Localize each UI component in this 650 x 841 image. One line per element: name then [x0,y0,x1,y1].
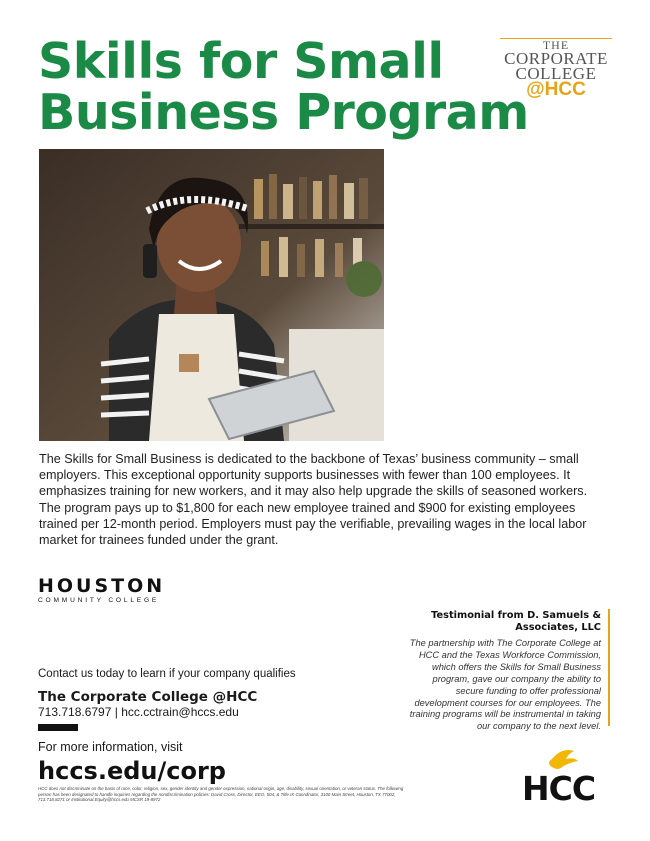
page-title [38,33,529,141]
website-link[interactable]: hccs.edu/corp [38,757,226,785]
more-info-text: For more information, visit [38,740,183,754]
hero-photo [39,149,384,441]
program-description: The Skills for Small Business is dedicated to the backbone of Texas’ business community – small employers. This exceptional opportunity supports businesses with fewer than 100 employees. It emphasizes training for new workers, and it may also help upgrade the skills of seasoned workers. The program pays up to $1,800 for each new employee trained and $900 for existing employees trained per 12-month period. Employers must pay the verifiable, prevailing wages in the local labor market for trainees funded under the grant. [39,452,588,548]
logo-the: THE [542,38,570,52]
title-line-2: Business Program [38,84,529,141]
contact-block [38,667,368,731]
title-line-1: Skills for Small [38,33,444,90]
logo-corporate: CORPORATE [504,49,608,68]
testimonial-divider [608,609,610,726]
testimonial [405,610,601,733]
contact-divider-bar [38,724,78,731]
contact-lead: Contact us today to learn if your company qualifies [38,668,296,680]
nondiscrimination-disclaimer: HCC does not discriminate on the basis of race, color, religion, sex, gender identity and gender expression, national origin, age, disability, sexual orientation, or veteran status. The following person has been designated to handle inquiries regarding the nondiscrimination policies: David Cross, Director, EEO, 504, & Title IX Coordinator, 3100 Main Street, Houston, TX 77002, 713.718.8271 or Institutional.Equity@hccs.edu MCSR 19-8972 [38,786,404,803]
testimonial-quote: The partnership with The Corporate College at HCC and the Texas Workforce Commission, which offers the Skills for Small Business program, gave our company the ability to secure funding to offer professional development courses for our employees. The training programs will be instrumental in taking our company to the next level. [409,638,601,732]
hcc-logo [522,745,614,803]
hero-photo-illustration [39,149,384,441]
contact-organization: The Corporate College @HCC [38,689,258,705]
houston-wordmark: HOUSTON [38,575,166,597]
hawk-icon [549,750,578,769]
logo-college: COLLEGE [515,64,597,83]
logo-hcc: @HCC [526,79,586,100]
houston-community-college-logo [38,576,165,605]
community-college-wordmark: COMMUNITY COLLEGE [38,597,160,604]
hcc-logo-text: HCC [522,769,596,803]
contact-phone-email[interactable]: 713.718.6797 | hcc.cctrain@hccs.edu [38,705,239,719]
testimonial-heading: Testimonial from D. Samuels & Associates, LLC [431,610,601,633]
corporate-college-logo [498,38,614,99]
hcc-logo-mark [522,745,614,803]
